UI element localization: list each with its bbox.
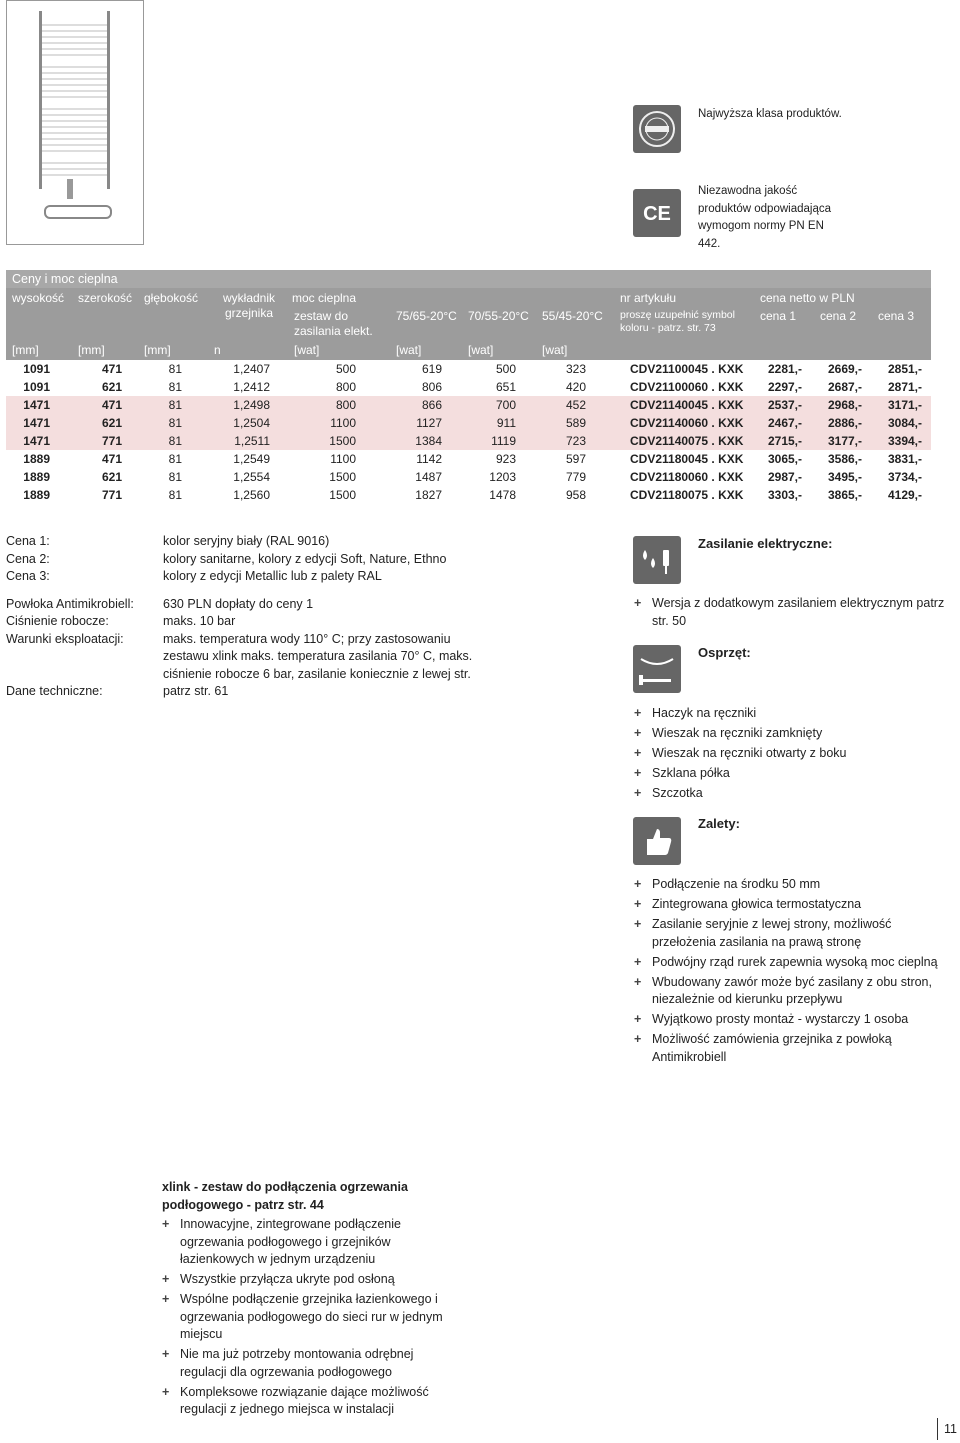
spec-value: patrz str. 61 bbox=[163, 684, 229, 698]
header-price3: cena 3 bbox=[878, 309, 915, 323]
spec-value: 630 PLN dopłaty do ceny 1 bbox=[163, 596, 314, 611]
cell-t55: 958 bbox=[565, 488, 586, 502]
cell-t75: 1827 bbox=[415, 488, 442, 502]
cell-d: 81 bbox=[168, 434, 182, 448]
plus-icon: + bbox=[634, 786, 642, 800]
list-item-text: Podwójny rząd rurek zapewnia wysoką moc cieplną bbox=[652, 954, 938, 969]
cell-p1: 2537,- bbox=[767, 398, 802, 412]
cell-t70: 923 bbox=[495, 452, 516, 466]
unit-width: [mm] bbox=[78, 343, 105, 357]
cell-t75: 1487 bbox=[415, 470, 442, 484]
quality-seal-icon bbox=[633, 105, 681, 153]
list-item-text: Kompleksowe rozwiązanie dające możliwość regulacji z jednego miejsca w instalacji bbox=[180, 1384, 429, 1416]
list-item-text: Szklana półka bbox=[652, 766, 730, 780]
cell-h: 1471 bbox=[23, 398, 50, 412]
list-item bbox=[162, 1216, 452, 1269]
cell-d: 81 bbox=[168, 416, 182, 430]
plus-icon: + bbox=[634, 746, 642, 760]
cell-t75: 1127 bbox=[416, 416, 442, 430]
cell-p2: 2968,- bbox=[827, 398, 862, 412]
list-item-text: Wyjątkowo prosty montaż - wystarczy 1 osoba bbox=[652, 1012, 909, 1026]
table-row bbox=[6, 468, 931, 486]
cell-p3: 4129,- bbox=[887, 488, 922, 502]
cell-art: CDV21140060 . KXK bbox=[630, 416, 744, 430]
cell-d: 81 bbox=[168, 470, 182, 484]
cell-n: 1,2554 bbox=[233, 470, 270, 484]
cell-w: 471 bbox=[101, 398, 122, 412]
list-item-text: Wbudowany zawór może być zasilany z obu stron, niezależnie od kierunku przepływu bbox=[652, 974, 932, 1006]
cell-t55: 597 bbox=[565, 452, 586, 466]
list-item bbox=[634, 765, 954, 783]
cell-p2: 3586,- bbox=[827, 452, 862, 466]
cell-set: 800 bbox=[335, 398, 356, 412]
list-item bbox=[634, 745, 954, 763]
cell-set: 1100 bbox=[330, 416, 356, 430]
cell-p1: 2467,- bbox=[767, 416, 802, 430]
cell-art: CDV21180045 . KXK bbox=[630, 452, 744, 466]
ce-badge bbox=[633, 189, 681, 237]
electric-supply-icon bbox=[633, 536, 681, 584]
cell-n: 1,2504 bbox=[233, 416, 270, 430]
list-item bbox=[162, 1384, 452, 1419]
cell-w: 471 bbox=[101, 452, 122, 466]
cell-p3: 3831,- bbox=[887, 452, 922, 466]
spec-row bbox=[6, 551, 476, 569]
plus-icon: + bbox=[162, 1384, 170, 1399]
cell-n: 1,2412 bbox=[233, 380, 270, 394]
plus-icon: + bbox=[634, 974, 642, 989]
list-item bbox=[634, 896, 950, 914]
electric-list bbox=[634, 595, 954, 633]
spec-row bbox=[6, 533, 476, 551]
cell-art: CDV21140075 . KXK bbox=[630, 434, 744, 448]
spec-row bbox=[6, 568, 476, 586]
list-item bbox=[162, 1346, 452, 1381]
cell-d: 81 bbox=[168, 380, 182, 394]
cell-t75: 619 bbox=[421, 362, 442, 376]
cell-t55: 723 bbox=[565, 434, 586, 448]
table-row bbox=[6, 432, 931, 450]
plus-icon: + bbox=[162, 1272, 170, 1286]
unit-depth: [mm] bbox=[144, 343, 171, 357]
cell-set: 1500 bbox=[329, 488, 356, 502]
cell-t70: 651 bbox=[495, 380, 516, 394]
price-table bbox=[6, 270, 931, 504]
unit-t70: [wat] bbox=[468, 343, 494, 357]
spec-row bbox=[6, 683, 476, 701]
cell-t70: 1203 bbox=[489, 470, 516, 484]
list-item-text: Zasilanie seryjnie z lewej strony, możliwość przełożenia zasilania na prawą stronę bbox=[652, 917, 892, 949]
plus-icon: + bbox=[162, 1347, 170, 1361]
accessories-list bbox=[634, 705, 954, 805]
table-title: Ceny i moc cieplna bbox=[6, 270, 931, 288]
plus-icon: + bbox=[634, 1012, 642, 1026]
list-item bbox=[634, 725, 954, 743]
cell-d: 81 bbox=[168, 398, 182, 412]
cell-w: 471 bbox=[101, 362, 122, 376]
ce-badge-text: Niezawodna jakość produktów odpowiadająca wymogom normy PN EN 442. bbox=[698, 185, 831, 250]
list-item bbox=[634, 876, 950, 894]
cell-h: 1471 bbox=[23, 416, 50, 430]
list-item bbox=[634, 954, 950, 972]
cell-n: 1,2549 bbox=[233, 452, 270, 466]
unit-n: n bbox=[214, 343, 221, 357]
header-article: nr artykułu bbox=[620, 291, 677, 305]
xlink-section bbox=[162, 1179, 452, 1421]
advantages-list bbox=[634, 876, 950, 1069]
cell-t75: 1142 bbox=[416, 452, 442, 466]
cell-d: 81 bbox=[168, 488, 182, 502]
cell-t70: 1119 bbox=[491, 434, 516, 448]
plus-icon: + bbox=[634, 596, 642, 610]
list-item-text: Wieszak na ręczniki otwarty z boku bbox=[652, 746, 847, 760]
table-row bbox=[6, 414, 931, 432]
cell-p3: 3084,- bbox=[887, 416, 922, 430]
list-item bbox=[634, 1011, 950, 1029]
header-t55: 55/45-20°C bbox=[542, 309, 603, 323]
unit-set: [wat] bbox=[294, 343, 320, 357]
unit-t55: [wat] bbox=[542, 343, 568, 357]
cell-h: 1091 bbox=[23, 362, 50, 376]
cell-t55: 323 bbox=[565, 362, 586, 376]
cell-h: 1091 bbox=[23, 380, 50, 394]
plus-icon: + bbox=[634, 897, 642, 911]
cell-h: 1471 bbox=[23, 434, 50, 448]
cell-set: 800 bbox=[335, 380, 356, 394]
cell-d: 81 bbox=[168, 362, 182, 376]
list-item bbox=[634, 785, 954, 803]
table-header bbox=[6, 288, 931, 360]
xlink-title: xlink - zestaw do podłączenia ogrzewania podłogowego - patrz str. 44 bbox=[162, 1180, 408, 1212]
cell-t75: 866 bbox=[421, 398, 442, 412]
list-item-text: Wieszak na ręczniki zamknięty bbox=[652, 726, 823, 740]
header-price-net: cena netto w PLN bbox=[760, 291, 855, 305]
page-number: 11 bbox=[937, 1418, 957, 1440]
cell-t75: 806 bbox=[421, 380, 442, 394]
unit-height: [mm] bbox=[12, 343, 39, 357]
cell-p2: 3865,- bbox=[827, 488, 862, 502]
list-item bbox=[162, 1291, 452, 1344]
electric-title: Zasilanie elektryczne: bbox=[698, 536, 833, 551]
table-body bbox=[6, 360, 931, 504]
cell-art: CDV21140045 . KXK bbox=[630, 398, 744, 412]
cell-n: 1,2498 bbox=[233, 398, 270, 412]
cell-p1: 2715,- bbox=[767, 434, 802, 448]
header-depth: głębokość bbox=[144, 291, 199, 305]
spec-label: Cena 1: bbox=[6, 534, 50, 548]
cell-w: 621 bbox=[101, 380, 122, 394]
list-item-text: Wszystkie przyłącza ukryte pod osłoną bbox=[180, 1272, 395, 1286]
cell-p1: 3303,- bbox=[767, 488, 802, 502]
cell-set: 1100 bbox=[330, 452, 356, 466]
list-item-text: Zintegrowana głowica termostatyczna bbox=[652, 897, 862, 911]
spec-label: Warunki eksploatacji: bbox=[6, 631, 124, 646]
cell-p3: 3734,- bbox=[887, 470, 922, 484]
cell-t55: 589 bbox=[565, 416, 586, 430]
spec-label: Dane techniczne: bbox=[6, 684, 103, 698]
header-t70: 70/55-20°C bbox=[468, 309, 529, 323]
cell-set: 1500 bbox=[329, 434, 356, 448]
cell-art: CDV21180075 . KXK bbox=[630, 488, 744, 502]
cell-t70: 911 bbox=[496, 416, 516, 430]
table-row bbox=[6, 450, 931, 468]
plus-icon: + bbox=[634, 877, 642, 891]
list-item bbox=[634, 916, 950, 951]
spec-row bbox=[6, 596, 476, 614]
list-item-text: Wspólne podłączenie grzejnika łazienkowego i ogrzewania podłogowego do sieci rur w jednym miejscu bbox=[180, 1292, 443, 1341]
header-t75: 75/65-20°C bbox=[396, 309, 457, 323]
table-row bbox=[6, 360, 931, 378]
accessories-title: Osprzęt: bbox=[698, 645, 751, 660]
cell-p1: 2281,- bbox=[767, 362, 802, 376]
header-exponent: wykładnik grzejnika bbox=[222, 291, 276, 320]
plus-icon: + bbox=[634, 766, 642, 780]
list-item bbox=[634, 1031, 950, 1066]
cell-n: 1,2511 bbox=[234, 434, 270, 448]
cell-p1: 2297,- bbox=[767, 380, 802, 394]
cell-t70: 1478 bbox=[489, 488, 516, 502]
unit-t75: [wat] bbox=[396, 343, 422, 357]
cell-t55: 452 bbox=[565, 398, 586, 412]
product-drawing bbox=[6, 0, 144, 245]
header-article-note: proszę uzupełnić symbol koloru - patrz. str. 73 bbox=[620, 309, 735, 334]
plus-icon: + bbox=[634, 726, 642, 740]
list-item-text: Szczotka bbox=[652, 786, 703, 800]
cell-p1: 3065,- bbox=[767, 452, 802, 466]
cell-set: 1500 bbox=[329, 470, 356, 484]
cell-p3: 3394,- bbox=[887, 434, 922, 448]
table-row bbox=[6, 378, 931, 396]
spec-label: Powłoka Antimikrobiell: bbox=[6, 596, 134, 611]
cell-w: 771 bbox=[101, 488, 122, 502]
plus-icon: + bbox=[634, 706, 642, 720]
quality-badge-text: Najwyższa klasa produktów. bbox=[698, 108, 842, 120]
list-item-text: Nie ma już potrzeby montowania odrębnej regulacji dla ogrzewania podłogowego bbox=[180, 1347, 414, 1379]
cell-p1: 2987,- bbox=[767, 470, 802, 484]
cell-d: 81 bbox=[168, 452, 182, 466]
spec-row bbox=[6, 613, 476, 631]
cell-w: 621 bbox=[101, 470, 122, 484]
cell-p2: 3177,- bbox=[827, 434, 862, 448]
cell-h: 1889 bbox=[23, 488, 50, 502]
accessories-icon bbox=[633, 645, 681, 693]
list-item bbox=[162, 1271, 452, 1289]
list-item-text: Podłączenie na środku 50 mm bbox=[652, 877, 821, 891]
specs-list bbox=[6, 533, 476, 701]
plus-icon: + bbox=[634, 917, 642, 931]
cell-t70: 500 bbox=[495, 362, 516, 376]
list-item bbox=[634, 705, 954, 723]
cell-t55: 779 bbox=[565, 470, 586, 484]
cell-p3: 3171,- bbox=[887, 398, 922, 412]
cell-p2: 3495,- bbox=[827, 470, 862, 484]
cell-t70: 700 bbox=[495, 398, 516, 412]
cell-w: 771 bbox=[101, 434, 122, 448]
spec-value: kolory sanitarne, kolory z edycji Soft, Nature, Ethno bbox=[163, 551, 447, 566]
plus-icon: + bbox=[162, 1217, 170, 1231]
header-price1: cena 1 bbox=[760, 309, 797, 323]
ce-mark-icon bbox=[633, 189, 681, 237]
header-price2: cena 2 bbox=[820, 309, 857, 323]
header-electric-set: zestaw do zasilania elekt. bbox=[294, 309, 373, 338]
thumbs-up-icon bbox=[633, 817, 681, 865]
spec-value: maks. 10 bar bbox=[163, 614, 236, 628]
spec-label: Cena 3: bbox=[6, 569, 50, 583]
list-item bbox=[634, 974, 950, 1009]
spec-value: kolory z edycji Metallic lub z palety RAL bbox=[163, 569, 382, 583]
cell-n: 1,2407 bbox=[233, 362, 270, 376]
list-item bbox=[634, 595, 954, 630]
list-item-text: Wersja z dodatkowym zasilaniem elektrycznym patrz str. 50 bbox=[652, 596, 945, 628]
svg-text:CE: CE bbox=[643, 203, 671, 225]
plus-icon: + bbox=[162, 1292, 170, 1306]
spec-value: kolor seryjny biały (RAL 9016) bbox=[163, 534, 330, 548]
cell-n: 1,2560 bbox=[233, 488, 270, 502]
table-row bbox=[6, 396, 931, 414]
quality-badge bbox=[633, 105, 681, 153]
advantages-title: Zalety: bbox=[698, 816, 740, 831]
cell-t55: 420 bbox=[565, 380, 586, 394]
header-height: wysokość bbox=[12, 291, 65, 305]
cell-p2: 2669,- bbox=[827, 362, 862, 376]
spec-value: maks. temperatura wody 110° C; przy zastosowaniu zestawu xlink maks. temperatura zasilania 70° C, maks. ciśnienie robocze 6 bar, zasilanie koniecznie z lewej str. bbox=[163, 631, 473, 681]
spec-label: Cena 2: bbox=[6, 551, 50, 566]
cell-art: CDV21100045 . KXK bbox=[630, 362, 744, 376]
cell-h: 1889 bbox=[23, 470, 50, 484]
plus-icon: + bbox=[634, 954, 642, 969]
cell-p2: 2687,- bbox=[827, 380, 862, 394]
cell-w: 621 bbox=[101, 416, 122, 430]
cell-art: CDV21100060 . KXK bbox=[630, 380, 744, 394]
spec-row bbox=[6, 631, 476, 684]
spec-label: Ciśnienie robocze: bbox=[6, 614, 109, 628]
header-width: szerokość bbox=[78, 291, 133, 305]
table-row bbox=[6, 486, 931, 504]
list-item-text: Haczyk na ręczniki bbox=[652, 706, 757, 720]
cell-p3: 2871,- bbox=[887, 380, 922, 394]
header-heat-output: moc cieplna bbox=[292, 291, 357, 305]
list-item-text: Możliwość zamówienia grzejnika z powłoką Antimikrobiell bbox=[652, 1032, 892, 1064]
cell-p3: 2851,- bbox=[887, 362, 922, 376]
radiator-illustration bbox=[7, 1, 143, 244]
cell-set: 500 bbox=[335, 362, 356, 376]
cell-p2: 2886,- bbox=[827, 416, 862, 430]
cell-t75: 1384 bbox=[415, 434, 442, 448]
list-item-text: Innowacyjne, zintegrowane podłączenie ogrzewania podłogowego i grzejników łazienkowych w jednym urządzeniu bbox=[180, 1217, 401, 1266]
plus-icon: + bbox=[634, 1032, 642, 1046]
cell-h: 1889 bbox=[23, 452, 50, 466]
cell-art: CDV21180060 . KXK bbox=[630, 470, 744, 484]
